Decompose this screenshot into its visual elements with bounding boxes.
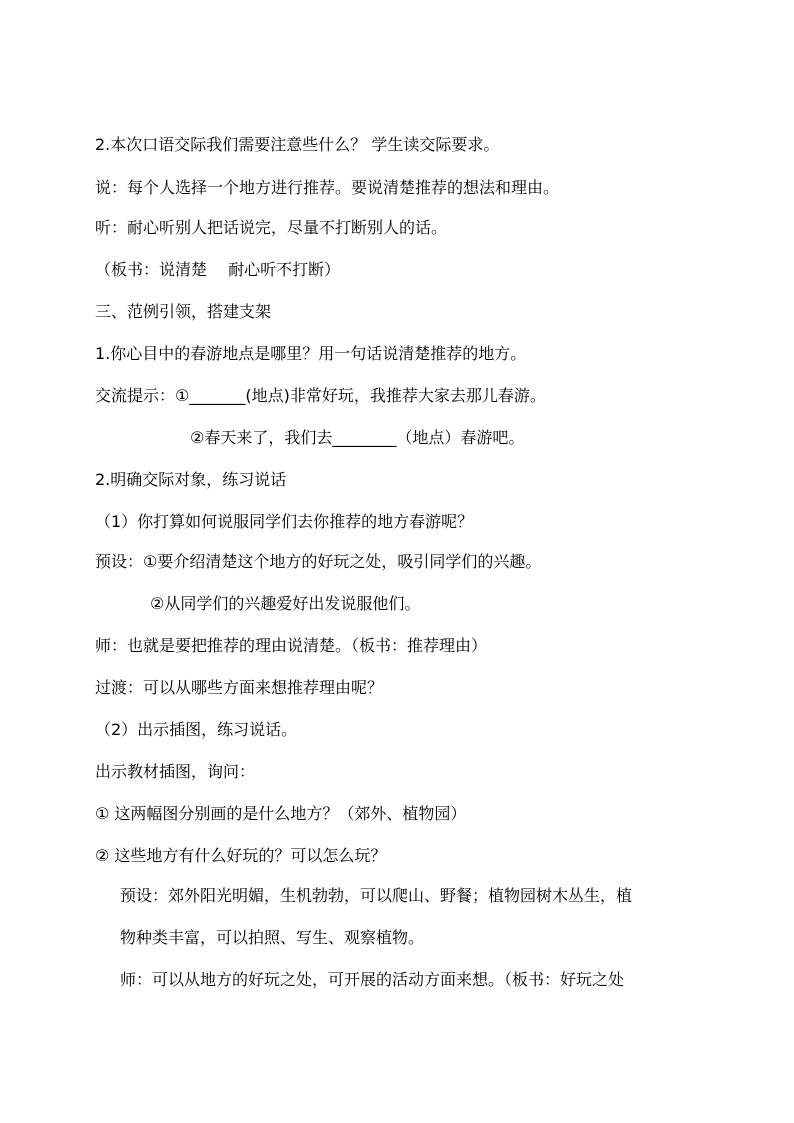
text-line: 交流提示：①_______(地点)非常好玩，我推荐大家去那儿春游。: [95, 386, 546, 405]
text-line: 预设：①要介绍清楚这个地方的好玩之处，吸引同学们的兴趣。: [95, 552, 542, 571]
text-line: （2）出示插图，练习说话。: [95, 720, 298, 739]
text-line: 2.本次口语交际我们需要注意些什么？ 学生读交际要求。: [95, 135, 500, 154]
text-line: ② 这些地方有什么好玩的？可以怎么玩？: [95, 846, 387, 865]
text-line: 师：可以从地方的好玩之处，可开展的活动方面来想。（板书：好玩之处: [120, 970, 625, 989]
text-line: （1）你打算如何说服同学们去你推荐的地方春游呢？: [95, 512, 474, 531]
text-line: 预设：郊外阳光明媚，生机勃勃，可以爬山、野餐；植物园树木丛生，植: [120, 886, 633, 905]
text-line: 物种类丰富，可以拍照、写生、观察植物。: [120, 928, 425, 947]
text-line: 师：也就是要把推荐的理由说清楚。（板书：推荐理由）: [95, 636, 488, 655]
text-line: ②从同学们的兴趣爱好出发说服他们。: [150, 594, 421, 613]
text-line: 过渡：可以从哪些方面来想推荐理由呢？: [95, 678, 384, 697]
text-line: ① 这两幅图分别画的是什么地方？（郊外、植物园）: [95, 804, 467, 823]
text-line: 2.明确交际对象，练习说话: [95, 470, 287, 489]
text-line: 听：耐心听别人把话说完，尽量不打断别人的话。: [95, 218, 448, 237]
text-line: 出示教材插图，询问：: [95, 762, 256, 781]
text-line: ②春天来了，我们去________（地点）春游吧。: [190, 428, 525, 447]
section-heading: 三、范例引领，搭建支架: [95, 302, 272, 321]
text-line: 说：每个人选择一个地方进行推荐。要说清楚推荐的想法和理由。: [95, 178, 560, 197]
text-line: （板书：说清楚 耐心听不打断）: [95, 260, 341, 279]
text-line: 1.你心目中的春游地点是哪里？用一句话说清楚推荐的地方。: [95, 344, 527, 363]
